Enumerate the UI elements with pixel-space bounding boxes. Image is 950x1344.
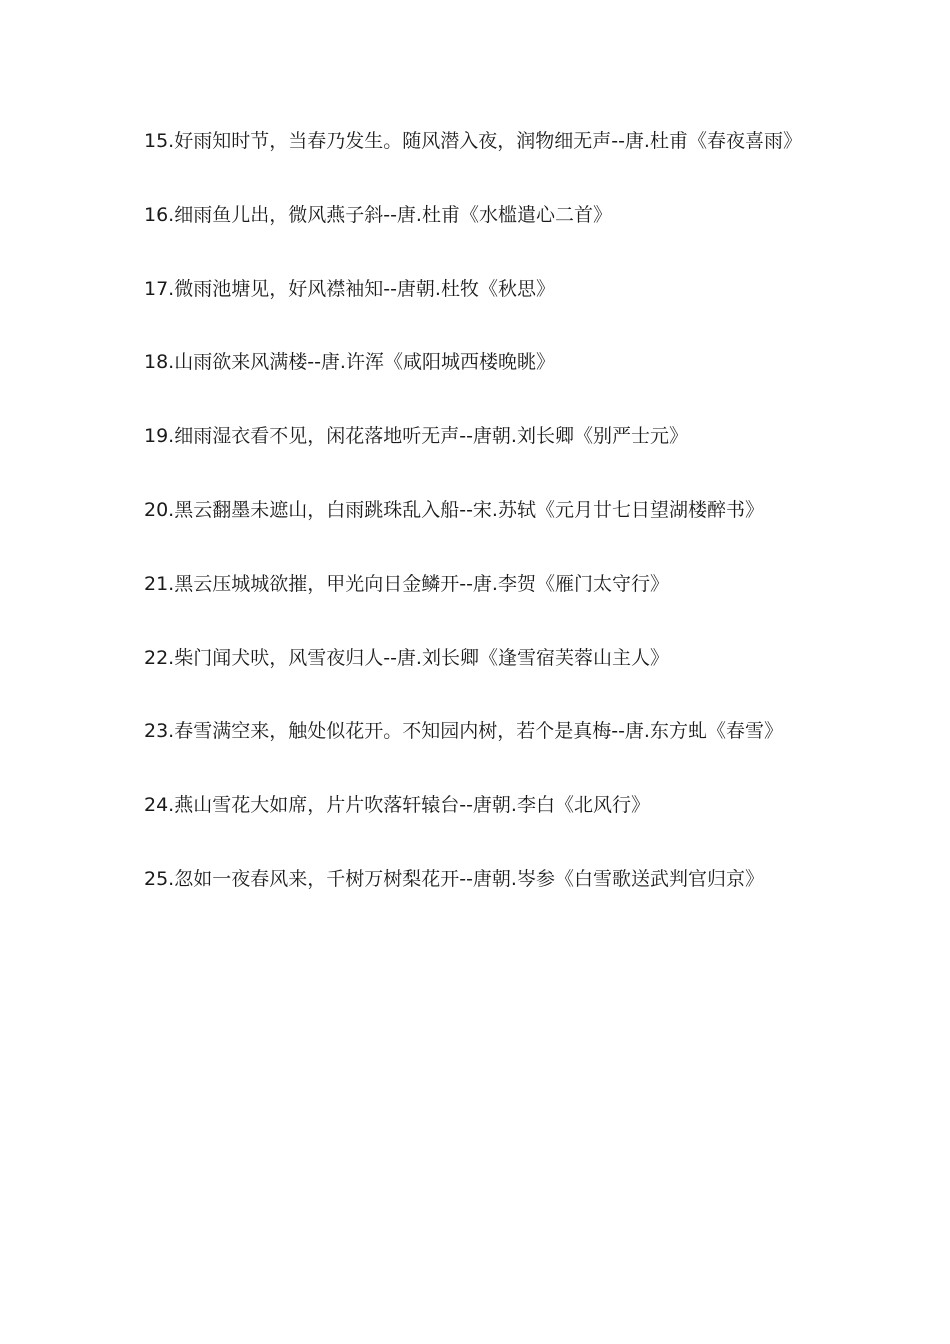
poem-list	[144, 126, 904, 938]
poem-line-25: 25.忽如一夜春风来，千树万树梨花开--唐朝.岑参《白雪歌送武判官归京》	[144, 867, 764, 890]
poem-line-22: 22.柴门闻犬吠，风雪夜归人--唐.刘长卿《逢雪宿芙蓉山主人》	[144, 646, 669, 669]
poem-line-15: 15.好雨知时节，当春乃发生。随风潜入夜，润物细无声--唐.杜甫《春夜喜雨》	[144, 130, 802, 152]
poem-line-19: 19.细雨湿衣看不见，闲花落地听无声--唐朝.刘长卿《别严士元》	[144, 425, 688, 448]
poem-line-24: 24.燕山雪花大如席，片片吹落轩辕台--唐朝.李白《北风行》	[144, 794, 650, 817]
poem-line-16: 16.细雨鱼儿出，微风燕子斜--唐.杜甫《水槛遣心二首》	[144, 203, 612, 226]
poem-line-18: 18.山雨欲来风满楼--唐.许浑《咸阳城西楼晚眺》	[144, 351, 555, 374]
poem-line-20: 20.黑云翻墨未遮山，白雨跳珠乱入船--宋.苏轼《元月廿七日望湖楼醉书》	[144, 498, 764, 521]
poem-line-21: 21.黑云压城城欲摧，甲光向日金鳞开--唐.李贺《雁门太守行》	[144, 572, 669, 595]
poem-line-17: 17.微雨池塘见，好风襟袖知--唐朝.杜牧《秋思》	[144, 277, 555, 300]
poem-line-23: 23.春雪满空来，触处似花开。不知园内树，若个是真梅--唐.东方虬《春雪》	[144, 720, 783, 743]
